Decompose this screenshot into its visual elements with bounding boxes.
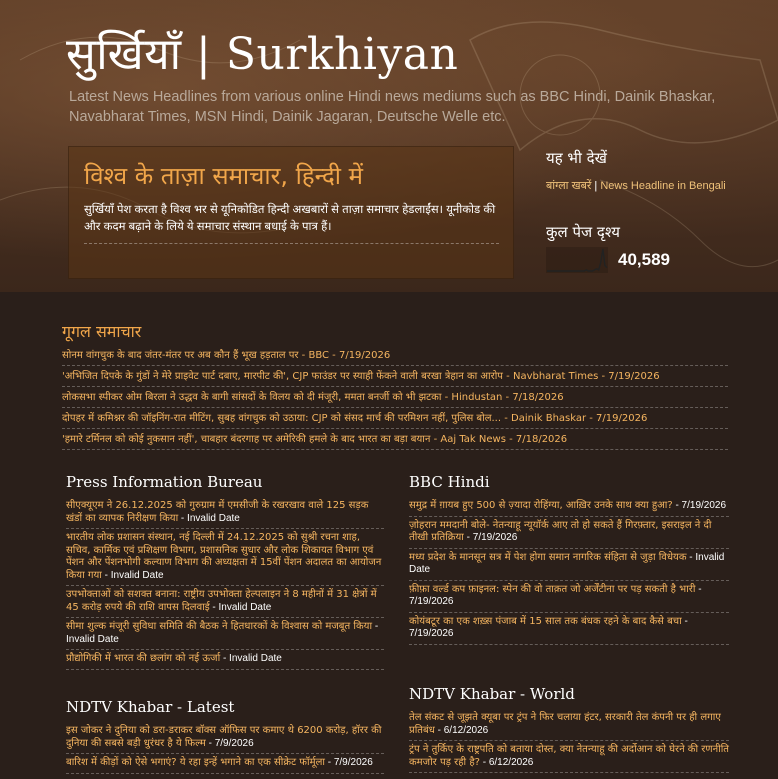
site-title[interactable]: सुर्खियाँ | Surkhiyan xyxy=(66,29,459,80)
site-tagline: Latest News Headlines from various online Hindi news mediums such as BBC Hindi, Dainik Bhaskar, Navabharat Times, MSN Hindi, Dainik Jagaran, Deutsche Welle etc. xyxy=(69,89,716,125)
list-item[interactable] xyxy=(409,517,729,549)
headline-link[interactable]: मध्य प्रदेश के मानसून सत्र में पेश होगा समान नागरिक संहिता से जुड़ा विधेयक xyxy=(409,551,687,563)
headline-link[interactable]: भारतीय लोक प्रशासन संस्थान, नई दिल्ली में 24.12.2025 को सुश्री रचना शाह, सचिव, कार्मिक एवं प्रशिक्षण विभाग, प्रशासनिक सुधार और लोक शिकायत विभाग एवं पेंशन और पेंशनभोगी कल्याण विभाग की अध्यक्षता में 15वीं पेंशन अदालत का आयोजन किया गया xyxy=(66,532,382,581)
list-item[interactable] xyxy=(66,754,384,774)
headline-link[interactable]: इस जोकर ने दुनिया को डरा-डराकर बॉक्स ऑफिस पर कमाए थे 6200 करोड़, हॉरर की दुनिया की सबसे बड़ी धुरंधर है ये फिल्म xyxy=(66,725,382,749)
headline-link[interactable]: सीएक्यूएम ने 26.12.2025 को गुरुग्राम में एमसीजी के रखरखाव वाले 125 सड़क खंडों का व्यापक निरीक्षण किया xyxy=(66,500,369,524)
headline-link[interactable]: ट्रंप ने तुर्किए के राष्ट्रपति को बताया दोस्त, क्या नेतन्याहू की अर्दोआन को घेरने की रणनीति कमजोर पड़ रही है? xyxy=(409,744,730,768)
list-item[interactable] xyxy=(409,709,729,741)
ndtv-latest-section xyxy=(66,698,384,774)
pageviews-count: 40,589 xyxy=(618,250,670,269)
list-item[interactable] xyxy=(62,429,728,450)
list-item[interactable] xyxy=(409,613,729,645)
pageviews-sparkline xyxy=(546,247,608,273)
headline-meta: - 7/19/2026 xyxy=(672,500,727,511)
ndtv-world-section xyxy=(409,685,729,773)
list-item[interactable] xyxy=(66,722,384,754)
bbc-section xyxy=(409,473,729,645)
google-news-list xyxy=(62,345,728,450)
headline-link[interactable]: प्रौद्योगिकी में भारत की छलांग को नई ऊर्जा xyxy=(66,653,221,664)
headline-link[interactable]: 'हमारे टर्मिनल को कोई नुकसान नहीं', चाबहार बंदरगाह पर अमेरिकी हमले के बाद भारत का बड़ा बयान xyxy=(62,434,431,445)
see-also-links xyxy=(546,178,726,193)
headline-link[interactable]: फ़ीफ़ा वर्ल्ड कप फ़ाइनल: स्पेन की वो ताक़त जो अर्जेंटीना पर पड़ सकती है भारी xyxy=(409,583,696,595)
bbc-title: BBC Hindi xyxy=(409,473,490,491)
headline-meta: - Invalid Date xyxy=(101,569,164,581)
headline-link[interactable]: 'अभिजित दिपके के गुंडों ने मेरे प्राइवेट पार्ट दबाए, मारपीट की', CJP फाउंडर पर स्याही फेंकने वाली बरखा त्रेहान का आरोप xyxy=(62,371,503,382)
google-news-title: गूगल समाचार xyxy=(62,322,142,341)
headline-link[interactable]: सीमा शुल्क मंजूरी सुविधा समिति की बैठक ने हितधारकों के विश्वास को मजबूत किया xyxy=(66,621,373,632)
headline-link[interactable]: तेल संकट से जूझते क्यूबा पर ट्रंप ने फिर चलाया हंटर, सरकारी तेल कंपनी पर ही लगाए प्रतिबंध xyxy=(409,712,721,736)
link-separator: | xyxy=(591,180,601,192)
intro-box xyxy=(68,146,514,279)
headline-meta: - BBC - 7/19/2026 xyxy=(298,350,391,361)
intro-title: विश्व के ताज़ा समाचार, हिन्दी में xyxy=(84,162,363,190)
list-item[interactable] xyxy=(409,741,729,773)
headline-meta: - 7/19/2026 xyxy=(463,532,518,543)
list-item[interactable] xyxy=(62,366,728,387)
headline-meta: - 6/12/2026 xyxy=(479,756,534,768)
headline-meta: - Invalid Date xyxy=(178,512,240,524)
ndtv-latest-title: NDTV Khabar - Latest xyxy=(66,698,235,716)
list-item[interactable] xyxy=(62,387,728,408)
link-bengali-headlines[interactable]: News Headline in Bengali xyxy=(600,180,726,192)
headline-link[interactable]: दोपहर में कमिश्नर की जॉइनिंग-रात मीटिंग, सुबह वांगचुक को उठाया: CJP को संसद मार्च की परमिशन नहीं, पुलिस बोल... xyxy=(62,413,502,424)
headline-meta: - 7/19/2026 xyxy=(409,615,688,639)
list-item[interactable] xyxy=(409,549,729,581)
list-item[interactable] xyxy=(66,650,384,670)
intro-divider xyxy=(84,243,499,244)
list-item[interactable] xyxy=(66,586,384,618)
headline-meta: - Hindustan - 7/18/2026 xyxy=(441,392,564,403)
list-item[interactable] xyxy=(409,497,729,517)
pib-title: Press Information Bureau xyxy=(66,473,263,491)
see-also-heading: यह भी देखें xyxy=(546,149,607,167)
link-bangla-news[interactable]: बांग्ला खबरें xyxy=(546,180,592,192)
headline-link[interactable]: सोनम वांगचुक के बाद जंतर-मंतर पर अब कौन हैं भूख हड़ताल पर xyxy=(62,350,299,361)
headline-meta: - 7/9/2026 xyxy=(205,737,254,749)
headline-meta: - Dainik Bhaskar - 7/19/2026 xyxy=(501,413,648,424)
list-item[interactable] xyxy=(66,618,384,650)
headline-meta: - Invalid Date xyxy=(66,621,379,645)
list-item[interactable] xyxy=(66,497,384,529)
headline-link[interactable]: उपभोक्ताओं को सशक्त बनाना: राष्ट्रीय उपभोक्ता हेल्पलाइन ने 8 महीनों में 31 क्षेत्रों में 45 करोड़ रुपये की राशि वापस दिलवाई xyxy=(66,589,377,613)
intro-text: सुर्खियाँ पेश करता है विश्व भर से यूनिकोडित हिन्दी अखबारों से ताज़ा समाचार हेडलाईंस। यूनीकोड की और कदम बढ़ाने के लिये ये समाचार संस्थान बधाई के पात्र हैं। xyxy=(84,204,496,233)
headline-meta: - Aaj Tak News - 7/18/2026 xyxy=(430,434,568,445)
list-item[interactable] xyxy=(62,408,728,429)
headline-link[interactable]: लोकसभा स्पीकर ओम बिरला ने उद्धव के बागी सांसदों के विलय को दी मंजूरी, ममता बनर्जी को भी झटका xyxy=(62,392,442,403)
headline-link[interactable]: बारिश में कीड़ों को ऐसे भगाएं? ये रहा इन्हें भगाने का एक सीक्रेट फॉर्मूला xyxy=(66,757,325,768)
pib-section xyxy=(66,473,384,670)
list-item[interactable] xyxy=(66,529,384,586)
headline-link[interactable]: कोयंबटूर का एक शख़्स पंजाब में 15 साल तक बंधक रहने के बाद कैसे बचा xyxy=(409,615,682,627)
headline-meta: - Invalid Date xyxy=(409,551,725,575)
ndtv-world-title: NDTV Khabar - World xyxy=(409,685,575,703)
list-item[interactable] xyxy=(409,581,729,613)
pageviews-heading: कुल पेज दृश्य xyxy=(546,223,620,241)
headline-link[interactable]: समुद्र में ग़ायब हुए 500 से ज़्यादा रोहिंग्या, आख़िर उनके साथ क्या हुआ? xyxy=(409,500,673,511)
list-item[interactable] xyxy=(62,345,728,366)
headline-meta: - 7/9/2026 xyxy=(324,757,373,768)
headline-meta: - Navbharat Times - 7/19/2026 xyxy=(503,371,660,382)
headline-meta: - Invalid Date xyxy=(209,601,272,613)
header xyxy=(0,0,778,292)
headline-link[interactable]: ज़ोहरान ममदानी बोले- नेतन्याहू न्यूयॉर्क आए तो हो सकते हैं गिरफ़्तार, इसराइल ने दी तीखी प्रतिक्रिया xyxy=(409,519,712,543)
headline-meta: - 7/19/2026 xyxy=(409,583,702,607)
headline-meta: - 6/12/2026 xyxy=(434,724,489,736)
headline-meta: - Invalid Date xyxy=(220,653,282,664)
